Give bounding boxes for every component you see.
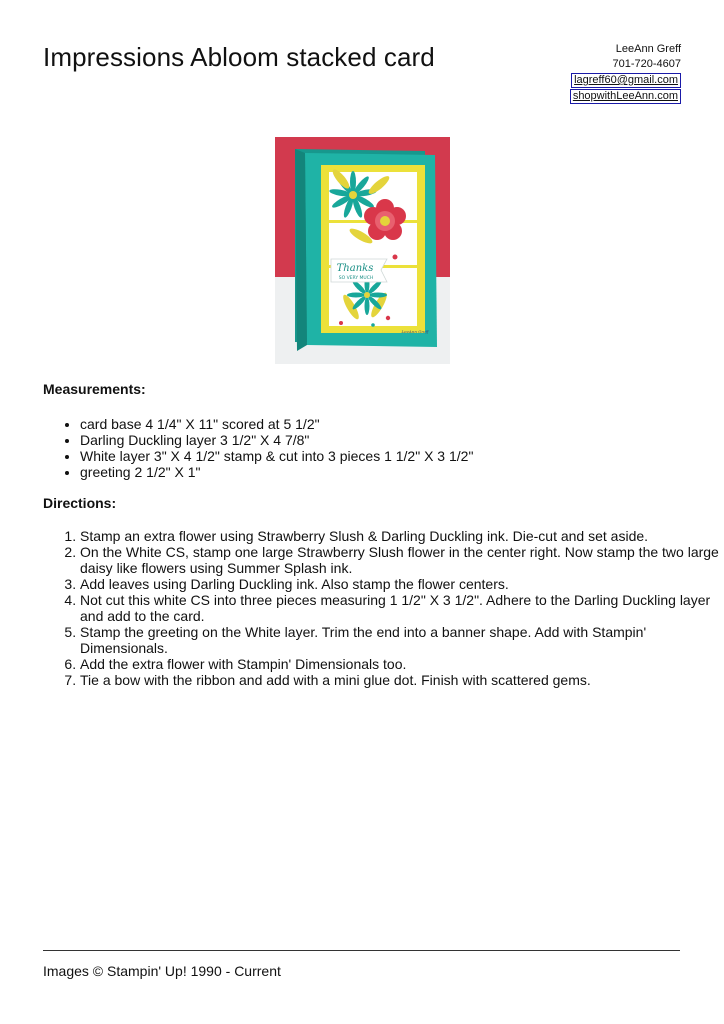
footer-copyright: Images © Stampin' Up! 1990 - Current: [43, 963, 281, 979]
list-item: • greeting 2 1/2" X 1": [80, 464, 473, 480]
email-link[interactable]: lagreff60@gmail.com: [571, 73, 681, 88]
list-item: 2. On the White CS, stamp one large Strawberry Slush flower in the center right. Now stamp the two large daisy like flowers using Summer Splash ink.: [80, 544, 720, 576]
gem: [339, 321, 343, 325]
card-fold-edge: [295, 149, 307, 351]
directions-list: [59, 528, 720, 688]
list-item: 6. Add the extra flower with Stampin' Dimensionals too.: [80, 656, 720, 672]
signature-stamp: LeeAnn Greff: [401, 329, 429, 334]
list-item: 3. Add leaves using Darling Duckling ink. Also stamp the flower centers.: [80, 576, 720, 592]
footer-divider: [43, 950, 680, 951]
list-item: • White layer 3" X 4 1/2" stamp & cut into 3 pieces 1 1/2" X 3 1/2": [80, 448, 473, 464]
contact-name: LeeAnn Greff: [615, 43, 681, 55]
directions-heading: Directions:: [43, 495, 117, 511]
greeting-sub: SO VERY MUCH: [338, 276, 374, 281]
gem: [386, 316, 390, 320]
measurements-heading: Measurements:: [43, 381, 146, 397]
list-item: • Darling Duckling layer 3 1/2" X 4 7/8": [80, 432, 473, 448]
list-item: 1. Stamp an extra flower using Strawberry Slush & Darling Duckling ink. Die-cut and set aside.: [80, 528, 720, 544]
list-item: • card base 4 1/4" X 11" scored at 5 1/2": [80, 416, 473, 432]
card-photo: [275, 137, 450, 364]
contact-block: [570, 42, 681, 104]
gem: [393, 255, 398, 260]
list-item: 4. Not cut this white CS into three pieces measuring 1 1/2" X 3 1/2". Adhere to the Darling Duckling layer and add to the card.: [80, 592, 720, 624]
greeting-main: Thanks: [336, 263, 374, 274]
list-item: 7. Tie a bow with the ribbon and add with a mini glue dot. Finish with scattered gems.: [80, 672, 720, 688]
gem: [371, 323, 375, 327]
website-link[interactable]: shopwithLeeAnn.com: [570, 89, 681, 104]
measurements-list: [59, 416, 473, 480]
contact-phone: 701-720-4607: [612, 58, 681, 70]
page-title: Impressions Abloom stacked card: [43, 42, 435, 72]
list-item: 5. Stamp the greeting on the White layer. Trim the end into a banner shape. Add with Stampin' Dimensionals.: [80, 624, 720, 656]
